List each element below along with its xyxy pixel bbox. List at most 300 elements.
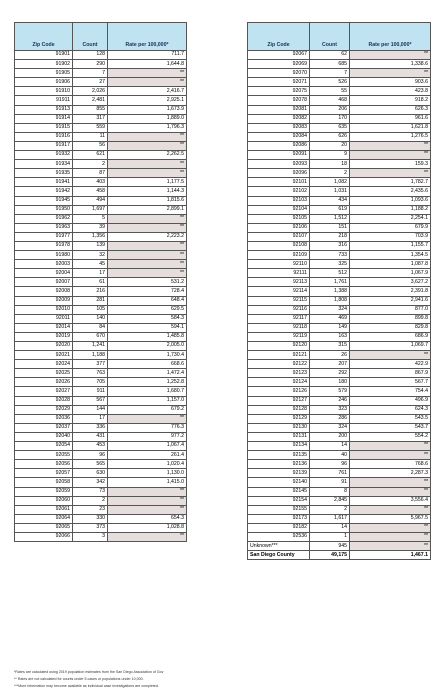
- table-row: [15, 169, 187, 178]
- zip-code-cell: 92010: [15, 305, 73, 314]
- rate-cell: 1,680.7: [108, 387, 187, 396]
- rate-cell: 624.3: [350, 405, 431, 414]
- table-row: [15, 151, 187, 160]
- table-row: [248, 296, 431, 305]
- zip-code-cell: 92536: [248, 532, 310, 541]
- zip-code-cell: 91941: [15, 178, 73, 187]
- rate-cell: 2,005.0: [108, 342, 187, 351]
- table-header-row: [248, 23, 431, 51]
- table-row: [15, 260, 187, 269]
- count-cell: 139: [73, 241, 108, 250]
- zip-code-cell: 92028: [15, 396, 73, 405]
- rate-cell: **: [350, 51, 431, 60]
- count-cell: 559: [73, 123, 108, 132]
- count-cell: 292: [310, 369, 350, 378]
- zip-code-cell: 92139: [248, 469, 310, 478]
- zip-code-cell: 92182: [248, 523, 310, 532]
- count-cell: 7: [310, 69, 350, 78]
- count-cell: 40: [310, 451, 350, 460]
- rate-cell: **: [108, 260, 187, 269]
- zip-code-cell: 92110: [248, 260, 310, 269]
- table-row: [248, 305, 431, 314]
- count-cell: 630: [73, 469, 108, 478]
- zip-code-cell: 91916: [15, 132, 73, 141]
- count-cell: 56: [73, 141, 108, 150]
- count-cell: 180: [310, 378, 350, 387]
- zip-code-cell: 92008: [15, 287, 73, 296]
- table-row: [248, 260, 431, 269]
- rate-cell: 768.6: [350, 460, 431, 469]
- zip-code-cell: 92128: [248, 405, 310, 414]
- rate-cell: **: [350, 505, 431, 514]
- zip-code-cell: 92075: [248, 87, 310, 96]
- table-row: [15, 160, 187, 169]
- zip-code-cell: 92007: [15, 278, 73, 287]
- rate-cell: 703.9: [350, 232, 431, 241]
- count-cell: 626: [310, 132, 350, 141]
- zip-code-cell: 91950: [15, 205, 73, 214]
- count-cell: 17: [73, 414, 108, 423]
- count-cell: 2,026: [73, 87, 108, 96]
- rate-cell: **: [108, 78, 187, 87]
- zip-code-cell: 92037: [15, 423, 73, 432]
- table-row: [248, 278, 431, 287]
- count-cell: 8: [310, 487, 350, 496]
- zip-code-cell: 91978: [15, 241, 73, 250]
- table-row: [248, 487, 431, 496]
- table-row: [248, 251, 431, 260]
- rate-cell: 776.3: [108, 423, 187, 432]
- count-cell: 453: [73, 442, 108, 451]
- count-cell: 105: [73, 305, 108, 314]
- count-cell: 20: [310, 141, 350, 150]
- zip-code-header: Zip Code: [248, 23, 310, 51]
- count-cell: 18: [310, 160, 350, 169]
- rate-cell: 626.3: [350, 105, 431, 114]
- table-row: [248, 314, 431, 323]
- count-cell: 315: [310, 342, 350, 351]
- rate-cell: **: [108, 414, 187, 423]
- count-cell: 469: [310, 314, 350, 323]
- zip-code-cell: 92136: [248, 460, 310, 469]
- count-cell: 512: [310, 269, 350, 278]
- table-row: [248, 478, 431, 487]
- table-row: [248, 69, 431, 78]
- count-cell: 32: [73, 251, 108, 260]
- rate-cell: 754.4: [350, 387, 431, 396]
- rate-cell: 679.2: [108, 405, 187, 414]
- table-row: [248, 514, 431, 523]
- table-row: [15, 405, 187, 414]
- table-row: [248, 196, 431, 205]
- zip-code-cell: 92026: [15, 378, 73, 387]
- zip-code-cell: 92091: [248, 151, 310, 160]
- count-cell: 14: [310, 442, 350, 451]
- count-cell: 342: [73, 478, 108, 487]
- table-row: [15, 369, 187, 378]
- zip-code-cell: 92081: [248, 105, 310, 114]
- rate-cell: 1,067.9: [350, 269, 431, 278]
- table-row: [15, 69, 187, 78]
- count-cell: 96: [310, 460, 350, 469]
- table-row: [15, 414, 187, 423]
- count-cell: 140: [73, 314, 108, 323]
- rate-cell: 567.7: [350, 378, 431, 387]
- count-cell: 1,761: [310, 278, 350, 287]
- total-count: 49,175: [310, 551, 350, 560]
- table-row: [248, 378, 431, 387]
- count-cell: 96: [73, 451, 108, 460]
- table-row: [248, 351, 431, 360]
- rate-cell: 2,254.1: [350, 214, 431, 223]
- table-row: [248, 114, 431, 123]
- table-row: [15, 205, 187, 214]
- table-row: [248, 396, 431, 405]
- zip-code-cell: 92108: [248, 241, 310, 250]
- table-row: [248, 178, 431, 187]
- count-cell: 403: [73, 178, 108, 187]
- table-row: [248, 51, 431, 60]
- count-cell: 23: [73, 505, 108, 514]
- zip-code-cell: 92118: [248, 323, 310, 332]
- zip-code-cell: 92009: [15, 296, 73, 305]
- rate-cell: 159.3: [350, 160, 431, 169]
- zip-code-cell: 91911: [15, 96, 73, 105]
- count-cell: 330: [73, 514, 108, 523]
- zip-code-cell: 92114: [248, 287, 310, 296]
- rate-cell: 261.4: [108, 451, 187, 460]
- zip-code-cell: 92025: [15, 369, 73, 378]
- count-cell: 336: [73, 423, 108, 432]
- count-cell: 1,188: [73, 351, 108, 360]
- table-row: [15, 269, 187, 278]
- rate-cell: 3,627.2: [350, 278, 431, 287]
- count-cell: 5: [73, 214, 108, 223]
- rate-cell: 543.7: [350, 423, 431, 432]
- count-cell: 128: [73, 51, 108, 60]
- table-row: [15, 323, 187, 332]
- rate-cell: 711.7: [108, 51, 187, 60]
- rate-cell: 1,069.7: [350, 342, 431, 351]
- zip-code-cell: 92116: [248, 305, 310, 314]
- table-row: [15, 387, 187, 396]
- rate-cell: **: [350, 523, 431, 532]
- zip-code-cell: 91935: [15, 169, 73, 178]
- table-row: [248, 132, 431, 141]
- count-cell: 621: [73, 151, 108, 160]
- unknown-label: Unknown***: [248, 542, 310, 551]
- count-cell: 565: [73, 460, 108, 469]
- rate-cell: **: [108, 241, 187, 250]
- rate-cell: 1,415.0: [108, 478, 187, 487]
- zip-code-cell: 92121: [248, 351, 310, 360]
- zip-code-cell: 92040: [15, 432, 73, 441]
- count-cell: 7: [73, 69, 108, 78]
- count-cell: 1,388: [310, 287, 350, 296]
- count-cell: 11: [73, 132, 108, 141]
- rate-cell: **: [108, 496, 187, 505]
- table-row: [248, 360, 431, 369]
- table-header-row: [15, 23, 187, 51]
- count-cell: 163: [310, 332, 350, 341]
- zip-code-cell: 92119: [248, 332, 310, 341]
- count-cell: 73: [73, 487, 108, 496]
- count-cell: 55: [310, 87, 350, 96]
- rate-cell: 554.2: [350, 432, 431, 441]
- zip-code-cell: 92083: [248, 123, 310, 132]
- zip-code-cell: 92127: [248, 396, 310, 405]
- table-row: [15, 241, 187, 250]
- rate-cell: 1,644.8: [108, 60, 187, 69]
- rate-cell: 1,177.5: [108, 178, 187, 187]
- zip-code-cell: 92117: [248, 314, 310, 323]
- rate-header: Rate per 100,000*: [108, 23, 187, 51]
- count-cell: 207: [310, 360, 350, 369]
- zip-code-cell: 91942: [15, 187, 73, 196]
- zip-code-cell: 91906: [15, 78, 73, 87]
- count-cell: 526: [310, 78, 350, 87]
- rate-cell: 1,730.4: [108, 351, 187, 360]
- rate-cell: 1,144.3: [108, 187, 187, 196]
- count-cell: 316: [310, 241, 350, 250]
- table-row: [248, 287, 431, 296]
- zip-code-cell: 91901: [15, 51, 73, 60]
- table-row: [248, 405, 431, 414]
- count-cell: 151: [310, 223, 350, 232]
- count-cell: 45: [73, 260, 108, 269]
- zip-code-cell: 92126: [248, 387, 310, 396]
- count-cell: 733: [310, 251, 350, 260]
- table-row: [248, 223, 431, 232]
- zip-code-cell: 92101: [248, 178, 310, 187]
- rate-cell: 423.8: [350, 87, 431, 96]
- zip-code-cell: 91913: [15, 105, 73, 114]
- rate-cell: **: [350, 478, 431, 487]
- table-row: [15, 378, 187, 387]
- count-cell: 317: [73, 114, 108, 123]
- left-table-body: [15, 51, 187, 542]
- count-cell: 87: [73, 169, 108, 178]
- table-row: [15, 460, 187, 469]
- zip-code-cell: 92105: [248, 214, 310, 223]
- zip-code-cell: 92004: [15, 269, 73, 278]
- zip-code-cell: 92067: [248, 51, 310, 60]
- table-row: [15, 251, 187, 260]
- zip-code-cell: 92131: [248, 432, 310, 441]
- rate-cell: 496.9: [350, 396, 431, 405]
- rate-cell: 1,028.8: [108, 523, 187, 532]
- rate-cell: 686.9: [350, 332, 431, 341]
- count-cell: 323: [310, 405, 350, 414]
- rate-cell: **: [108, 69, 187, 78]
- table-row: [15, 505, 187, 514]
- zip-code-cell: 92058: [15, 478, 73, 487]
- zip-code-cell: 92003: [15, 260, 73, 269]
- count-cell: 2: [310, 505, 350, 514]
- table-row: [248, 205, 431, 214]
- count-cell: 26: [310, 351, 350, 360]
- zip-code-cell: 92054: [15, 442, 73, 451]
- rate-cell: 668.6: [108, 360, 187, 369]
- table-row: [15, 396, 187, 405]
- rate-cell: 5,967.5: [350, 514, 431, 523]
- table-row: [15, 196, 187, 205]
- table-row: [15, 351, 187, 360]
- table-row: [15, 141, 187, 150]
- table-row: [248, 432, 431, 441]
- count-cell: 1: [310, 532, 350, 541]
- table-row: [15, 278, 187, 287]
- table-row: [15, 96, 187, 105]
- unknown-row: [248, 542, 431, 551]
- count-cell: 149: [310, 323, 350, 332]
- zip-code-cell: 92060: [15, 496, 73, 505]
- table-row: [15, 469, 187, 478]
- zip-code-cell: 92084: [248, 132, 310, 141]
- count-cell: 62: [310, 51, 350, 60]
- rate-cell: **: [108, 214, 187, 223]
- count-cell: 1,808: [310, 296, 350, 305]
- count-cell: 170: [310, 114, 350, 123]
- zip-code-cell: 92029: [15, 405, 73, 414]
- zip-code-cell: 92154: [248, 496, 310, 505]
- count-cell: 670: [73, 332, 108, 341]
- rate-cell: 977.2: [108, 432, 187, 441]
- zip-code-cell: 91963: [15, 223, 73, 232]
- count-header: Count: [73, 23, 108, 51]
- rate-cell: 629.5: [108, 305, 187, 314]
- zip-code-cell: 92069: [248, 60, 310, 69]
- count-cell: 431: [73, 432, 108, 441]
- zip-code-cell: 92056: [15, 460, 73, 469]
- total-row: [248, 551, 431, 560]
- rate-header: Rate per 100,000*: [350, 23, 431, 51]
- zip-code-cell: 91932: [15, 151, 73, 160]
- rate-cell: 1,782.7: [350, 178, 431, 187]
- table-row: [15, 78, 187, 87]
- rate-cell: 2,287.3: [350, 469, 431, 478]
- zip-code-cell: 92070: [248, 69, 310, 78]
- count-cell: 324: [310, 423, 350, 432]
- count-cell: 17: [73, 269, 108, 278]
- count-cell: 494: [73, 196, 108, 205]
- right-zip-table: [247, 22, 431, 560]
- table-row: [248, 123, 431, 132]
- table-row: [15, 296, 187, 305]
- zip-code-cell: 92027: [15, 387, 73, 396]
- zip-code-cell: 92130: [248, 423, 310, 432]
- zip-code-cell: 92078: [248, 96, 310, 105]
- total-label: San Diego County: [248, 551, 310, 560]
- zip-code-cell: 92082: [248, 114, 310, 123]
- rate-cell: 594.1: [108, 323, 187, 332]
- count-header: Count: [310, 23, 350, 51]
- rate-cell: **: [108, 532, 187, 541]
- rate-cell: **: [350, 169, 431, 178]
- table-row: [248, 469, 431, 478]
- rate-cell: 2,416.7: [108, 87, 187, 96]
- rate-cell: 1,796.3: [108, 123, 187, 132]
- table-row: [248, 241, 431, 250]
- table-row: [248, 523, 431, 532]
- rate-cell: **: [108, 132, 187, 141]
- rate-cell: 654.3: [108, 514, 187, 523]
- rate-cell: 2,391.8: [350, 287, 431, 296]
- rate-cell: **: [350, 141, 431, 150]
- count-cell: 3: [73, 532, 108, 541]
- count-cell: 216: [73, 287, 108, 296]
- rate-cell: **: [108, 160, 187, 169]
- count-cell: 91: [310, 478, 350, 487]
- count-cell: 458: [73, 187, 108, 196]
- count-cell: 2,845: [310, 496, 350, 505]
- zip-code-cell: 92106: [248, 223, 310, 232]
- count-cell: 468: [310, 96, 350, 105]
- rate-cell: 961.6: [350, 114, 431, 123]
- rate-cell: 1,472.4: [108, 369, 187, 378]
- zip-code-cell: 92086: [248, 141, 310, 150]
- table-row: [15, 314, 187, 323]
- rate-cell: 2,899.1: [108, 205, 187, 214]
- table-row: [15, 114, 187, 123]
- count-cell: 84: [73, 323, 108, 332]
- rate-cell: **: [350, 442, 431, 451]
- rate-cell: 1,354.5: [350, 251, 431, 260]
- count-cell: 705: [73, 378, 108, 387]
- zip-code-cell: 92019: [15, 332, 73, 341]
- zip-code-cell: 92096: [248, 169, 310, 178]
- table-row: [248, 60, 431, 69]
- rate-cell: 918.2: [350, 96, 431, 105]
- table-row: [248, 332, 431, 341]
- table-row: [15, 287, 187, 296]
- zip-code-cell: 92064: [15, 514, 73, 523]
- table-row: [248, 323, 431, 332]
- table-row: [248, 451, 431, 460]
- rate-cell: **: [350, 487, 431, 496]
- count-cell: 763: [73, 369, 108, 378]
- count-cell: 2,481: [73, 96, 108, 105]
- zip-code-cell: 92065: [15, 523, 73, 532]
- count-cell: 635: [310, 123, 350, 132]
- table-row: [15, 514, 187, 523]
- zip-code-cell: 92107: [248, 232, 310, 241]
- table-row: [248, 423, 431, 432]
- zip-code-cell: 91910: [15, 87, 73, 96]
- rate-cell: 679.9: [350, 223, 431, 232]
- zip-code-cell: 91962: [15, 214, 73, 223]
- table-row: [15, 523, 187, 532]
- rate-cell: **: [350, 532, 431, 541]
- zip-code-cell: 92104: [248, 205, 310, 214]
- count-cell: 1,082: [310, 178, 350, 187]
- count-cell: 218: [310, 232, 350, 241]
- zip-code-cell: 91914: [15, 114, 73, 123]
- rate-cell: 1,673.9: [108, 105, 187, 114]
- count-cell: 579: [310, 387, 350, 396]
- count-cell: 373: [73, 523, 108, 532]
- count-cell: 1,356: [73, 232, 108, 241]
- rate-cell: **: [350, 351, 431, 360]
- rate-cell: 2,435.6: [350, 187, 431, 196]
- count-cell: 39: [73, 223, 108, 232]
- zip-code-cell: 92093: [248, 160, 310, 169]
- total-rate: 1,467.1: [350, 551, 431, 560]
- rate-cell: **: [350, 69, 431, 78]
- footnote-rates: *Rates are calculated using 2019 population estimates from the San Diego Association of Gov: [14, 670, 164, 674]
- table-row: [248, 269, 431, 278]
- table-row: [15, 214, 187, 223]
